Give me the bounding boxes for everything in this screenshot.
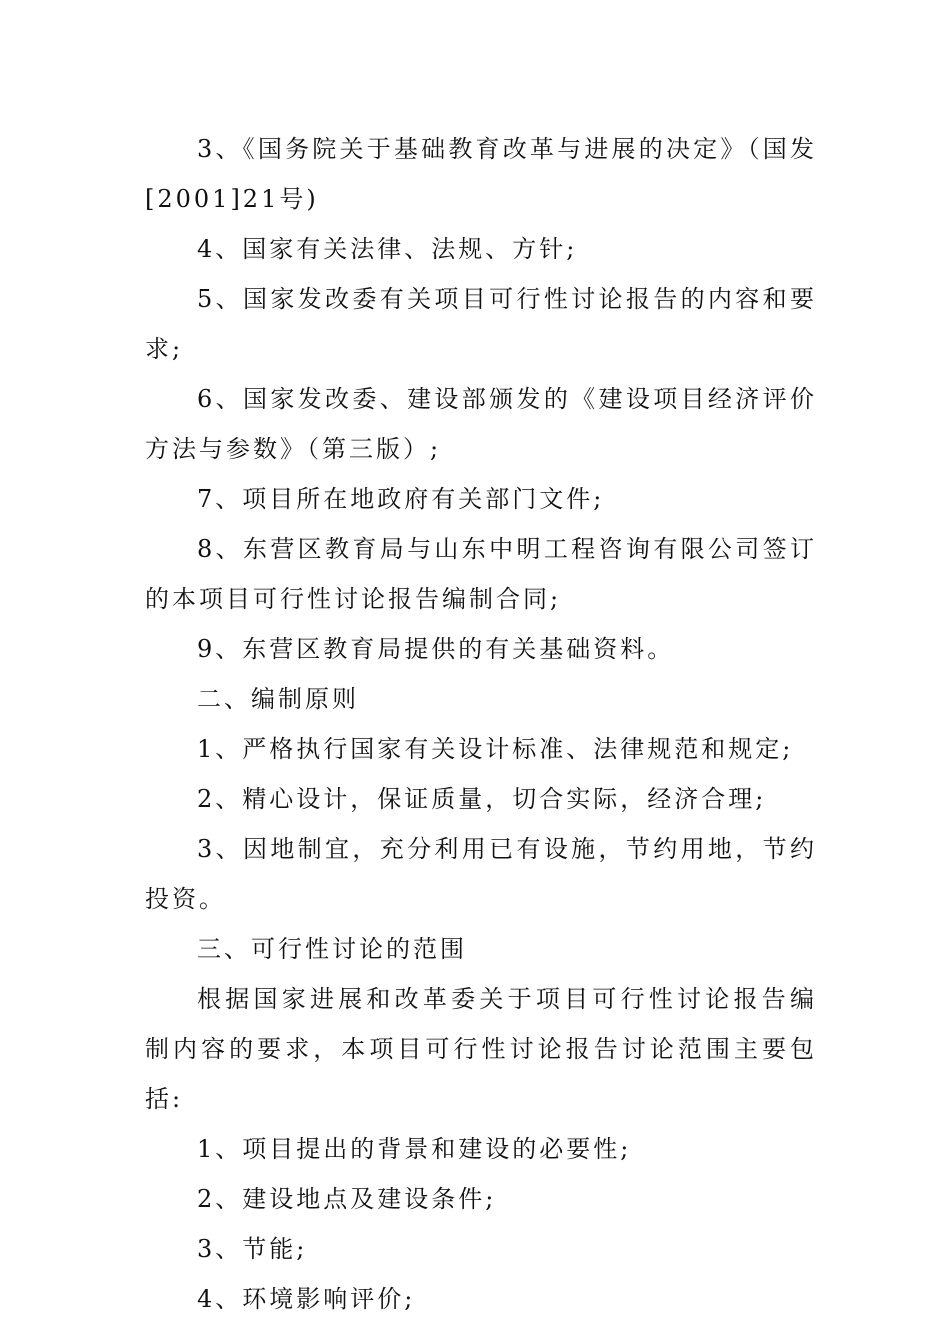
para-scope-2: 2、建设地点及建设条件; — [197, 1185, 497, 1213]
para-principle-2: 2、精心设计，保证质量，切合实际，经济合理; — [197, 785, 767, 813]
para-scope-4: 4、环境影响评价; — [197, 1285, 416, 1313]
para-scope-3: 3、节能; — [197, 1235, 308, 1263]
para-scope-intro: 根据国家进展和改革委关于项目可行性讨论报告编制内容的要求，本项目可行性讨论报告讨论范围主要包括: — [145, 985, 817, 1113]
section-heading-principles: 二、编制原则 — [197, 685, 359, 713]
para-basis-3: 3、《国务院关于基础教育改革与进展的决定》（国发[2001]21号) — [145, 135, 817, 213]
section-heading-scope: 三、可行性讨论的范围 — [197, 935, 467, 963]
para-scope-1: 1、项目提出的背景和建设的必要性; — [197, 1135, 632, 1163]
para-basis-5: 5、国家发改委有关项目可行性讨论报告的内容和要求; — [145, 285, 817, 363]
para-basis-9: 9、东营区教育局提供的有关基础资料。 — [197, 635, 675, 663]
document-body — [145, 124, 817, 1324]
para-basis-8: 8、东营区教育局与山东中明工程咨询有限公司签订的本项目可行性讨论报告编制合同; — [145, 535, 817, 613]
para-basis-6: 6、国家发改委、建设部颁发的《建设项目经济评价方法与参数》（第三版）; — [145, 385, 817, 463]
para-basis-4: 4、国家有关法律、法规、方针; — [197, 235, 578, 263]
para-basis-7: 7、项目所在地政府有关部门文件; — [197, 485, 605, 513]
para-principle-1: 1、严格执行国家有关设计标准、法律规范和规定; — [197, 735, 794, 763]
para-principle-3: 3、因地制宜，充分利用已有设施，节约用地，节约投资。 — [145, 835, 817, 913]
